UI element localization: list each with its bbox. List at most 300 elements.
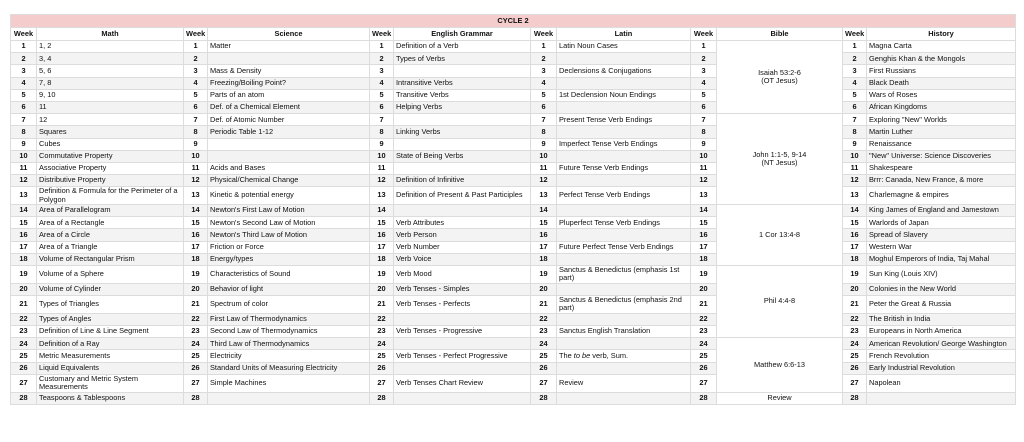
latin-topic-part: verb, Sum.: [590, 350, 629, 360]
bible-reference: Phil 4:4-8: [763, 296, 796, 306]
history-week: 6: [843, 101, 867, 113]
latin-week: 3: [531, 65, 557, 77]
history-topic: Martin Luther: [867, 126, 1016, 138]
latin-topic: Pluperfect Tense Verb Endings: [557, 217, 691, 229]
bible-week: 27: [691, 374, 717, 392]
history-week: 26: [843, 362, 867, 374]
math-week: 9: [11, 138, 37, 150]
math-week: 16: [11, 229, 37, 241]
latin-week: 17: [531, 241, 557, 253]
science-week: 15: [184, 217, 208, 229]
math-week: 23: [11, 326, 37, 338]
latin-week: 5: [531, 89, 557, 101]
latin-topic: Future Perfect Tense Verb Endings: [557, 241, 691, 253]
table-row: [11, 283, 1016, 295]
latin-topic: Declensions & Conjugations: [557, 65, 691, 77]
latin-topic-part: The: [559, 350, 574, 360]
bible-week: 10: [691, 150, 717, 162]
schedule-body: [11, 41, 1016, 405]
history-topic: Black Death: [867, 77, 1016, 89]
science-topic: Def. of a Chemical Element: [208, 101, 370, 113]
bible-week: 12: [691, 175, 717, 187]
table-row: [11, 65, 1016, 77]
science-topic: Parts of an atom: [208, 89, 370, 101]
grammar-week: 11: [370, 162, 394, 174]
latin-topic: Future Tense Verb Endings: [557, 162, 691, 174]
math-topic: Definition of a Ray: [37, 338, 184, 350]
latin-topic: [557, 53, 691, 65]
history-week: 10: [843, 150, 867, 162]
math-topic: Associative Property: [37, 162, 184, 174]
history-week: 5: [843, 89, 867, 101]
history-week: 9: [843, 138, 867, 150]
history-topic: Sun King (Louis XIV): [867, 266, 1016, 284]
grammar-topic: [394, 114, 531, 126]
science-week: 23: [184, 326, 208, 338]
history-week: 4: [843, 77, 867, 89]
science-topic: Periodic Table 1-12: [208, 126, 370, 138]
science-topic: [208, 138, 370, 150]
latin-topic: [557, 392, 691, 404]
header-history: History: [867, 28, 1016, 41]
table-row: [11, 53, 1016, 65]
bible-reference: 1 Cor 13:4-8: [758, 229, 801, 239]
bible-week: 20: [691, 283, 717, 295]
math-topic: Distributive Property: [37, 175, 184, 187]
latin-week: 8: [531, 126, 557, 138]
math-topic: Volume of a Sphere: [37, 266, 184, 284]
history-week: 7: [843, 114, 867, 126]
table-row: [11, 350, 1016, 362]
science-topic: Standard Units of Measuring Electricity: [208, 362, 370, 374]
math-topic: Customary and Metric System Measurements: [37, 374, 184, 392]
table-row: [11, 266, 1016, 284]
grammar-topic: Verb Attributes: [394, 217, 531, 229]
history-topic: Western War: [867, 241, 1016, 253]
table-row: [11, 101, 1016, 113]
latin-week: 26: [531, 362, 557, 374]
history-week: 25: [843, 350, 867, 362]
history-topic: The British in India: [867, 313, 1016, 325]
header-week: Week: [691, 28, 717, 41]
bible-passage: [717, 266, 843, 338]
latin-topic: [557, 313, 691, 325]
latin-week: 13: [531, 187, 557, 205]
history-week: 3: [843, 65, 867, 77]
math-topic: Area of a Triangle: [37, 241, 184, 253]
science-topic: Behavior of light: [208, 283, 370, 295]
history-topic: Exploring "New" Worlds: [867, 114, 1016, 126]
history-topic: Peter the Great & Russia: [867, 296, 1016, 314]
latin-week: 9: [531, 138, 557, 150]
science-week: 5: [184, 89, 208, 101]
science-week: 17: [184, 241, 208, 253]
latin-topic: Review: [557, 374, 691, 392]
grammar-week: 14: [370, 205, 394, 217]
latin-topic: [557, 338, 691, 350]
latin-topic: Sanctus & Benedictus (emphasis 1st part): [557, 266, 691, 284]
latin-topic: [557, 205, 691, 217]
latin-topic: Latin Noun Cases: [557, 41, 691, 53]
table-row: [11, 89, 1016, 101]
history-topic: Magna Carta: [867, 41, 1016, 53]
bible-reference: Review: [767, 392, 792, 402]
grammar-topic: Intransitive Verbs: [394, 77, 531, 89]
math-week: 28: [11, 392, 37, 404]
header-week: Week: [11, 28, 37, 41]
grammar-week: 20: [370, 283, 394, 295]
science-topic: Energy/types: [208, 253, 370, 265]
bible-week: 6: [691, 101, 717, 113]
history-topic: Europeans in North America: [867, 326, 1016, 338]
latin-week: 22: [531, 313, 557, 325]
math-week: 3: [11, 65, 37, 77]
grammar-week: 2: [370, 53, 394, 65]
latin-week: 18: [531, 253, 557, 265]
grammar-week: 22: [370, 313, 394, 325]
table-row: [11, 326, 1016, 338]
bible-week: 25: [691, 350, 717, 362]
grammar-topic: [394, 162, 531, 174]
math-week: 7: [11, 114, 37, 126]
history-week: 24: [843, 338, 867, 350]
math-topic: 7, 8: [37, 77, 184, 89]
science-topic: [208, 53, 370, 65]
grammar-week: 26: [370, 362, 394, 374]
history-topic: Colonies in the New World: [867, 283, 1016, 295]
math-topic: Teaspoons & Tablespoons: [37, 392, 184, 404]
history-week: 27: [843, 374, 867, 392]
latin-week: 12: [531, 175, 557, 187]
science-week: 24: [184, 338, 208, 350]
math-topic: Squares: [37, 126, 184, 138]
bible-week: 26: [691, 362, 717, 374]
history-topic: Charlemagne & empires: [867, 187, 1016, 205]
grammar-week: 16: [370, 229, 394, 241]
science-week: 27: [184, 374, 208, 392]
bible-week: 21: [691, 296, 717, 314]
science-week: 25: [184, 350, 208, 362]
science-topic: Mass & Density: [208, 65, 370, 77]
history-topic: Shakespeare: [867, 162, 1016, 174]
history-topic: French Revolution: [867, 350, 1016, 362]
history-topic: African Kingdoms: [867, 101, 1016, 113]
science-week: 19: [184, 266, 208, 284]
latin-week: 27: [531, 374, 557, 392]
science-topic: Electricity: [208, 350, 370, 362]
science-topic: Characteristics of Sound: [208, 266, 370, 284]
math-week: 24: [11, 338, 37, 350]
grammar-topic: Verb Number: [394, 241, 531, 253]
math-topic: Definition of Line & Line Segment: [37, 326, 184, 338]
math-week: 11: [11, 162, 37, 174]
math-topic: Liquid Equivalents: [37, 362, 184, 374]
grammar-topic: [394, 205, 531, 217]
grammar-week: 10: [370, 150, 394, 162]
table-row: [11, 205, 1016, 217]
history-week: 11: [843, 162, 867, 174]
grammar-topic: Verb Person: [394, 229, 531, 241]
latin-topic: [557, 77, 691, 89]
science-week: 28: [184, 392, 208, 404]
latin-topic: [557, 150, 691, 162]
science-week: 22: [184, 313, 208, 325]
science-week: 6: [184, 101, 208, 113]
math-week: 13: [11, 187, 37, 205]
grammar-topic: Transitive Verbs: [394, 89, 531, 101]
grammar-week: 5: [370, 89, 394, 101]
bible-week: 18: [691, 253, 717, 265]
history-week: 20: [843, 283, 867, 295]
math-week: 5: [11, 89, 37, 101]
history-topic: Warlords of Japan: [867, 217, 1016, 229]
bible-week: 15: [691, 217, 717, 229]
science-week: 20: [184, 283, 208, 295]
table-row: [11, 126, 1016, 138]
table-row: [11, 296, 1016, 314]
bible-week: 5: [691, 89, 717, 101]
grammar-week: 3: [370, 65, 394, 77]
grammar-week: 15: [370, 217, 394, 229]
science-week: 26: [184, 362, 208, 374]
science-week: 11: [184, 162, 208, 174]
bible-week: 3: [691, 65, 717, 77]
math-week: 6: [11, 101, 37, 113]
bible-week: 9: [691, 138, 717, 150]
grammar-topic: Types of Verbs: [394, 53, 531, 65]
table-row: [11, 253, 1016, 265]
bible-week: 19: [691, 266, 717, 284]
latin-week: 10: [531, 150, 557, 162]
grammar-week: 23: [370, 326, 394, 338]
latin-week: 11: [531, 162, 557, 174]
math-topic: Volume of Rectangular Prism: [37, 253, 184, 265]
math-topic: Metric Measurements: [37, 350, 184, 362]
bible-week: 22: [691, 313, 717, 325]
science-week: 9: [184, 138, 208, 150]
science-week: 21: [184, 296, 208, 314]
grammar-week: 19: [370, 266, 394, 284]
latin-topic: [557, 283, 691, 295]
science-topic: Newton's Second Law of Motion: [208, 217, 370, 229]
grammar-topic: State of Being Verbs: [394, 150, 531, 162]
bible-passage: [717, 41, 843, 114]
cycle-title: CYCLE 2: [11, 15, 1016, 28]
history-week: 15: [843, 217, 867, 229]
history-week: 16: [843, 229, 867, 241]
history-week: 28: [843, 392, 867, 404]
math-week: 10: [11, 150, 37, 162]
math-topic: Types of Triangles: [37, 296, 184, 314]
bible-note: (OT Jesus): [761, 76, 798, 86]
math-topic: Cubes: [37, 138, 184, 150]
latin-week: 24: [531, 338, 557, 350]
history-week: 21: [843, 296, 867, 314]
science-week: 7: [184, 114, 208, 126]
cycle-2-schedule-table: [10, 14, 1016, 405]
bible-week: 11: [691, 162, 717, 174]
table-row: [11, 41, 1016, 53]
latin-week: 19: [531, 266, 557, 284]
table-row: [11, 187, 1016, 205]
grammar-topic: Verb Tenses - Progressive: [394, 326, 531, 338]
latin-topic: [557, 175, 691, 187]
science-topic: Freezing/Boiling Point?: [208, 77, 370, 89]
header-science: Science: [208, 28, 370, 41]
latin-week: 6: [531, 101, 557, 113]
history-week: 12: [843, 175, 867, 187]
grammar-week: 24: [370, 338, 394, 350]
latin-topic: Imperfect Tense Verb Endings: [557, 138, 691, 150]
grammar-topic: Verb Voice: [394, 253, 531, 265]
history-topic: Early Industrial Revolution: [867, 362, 1016, 374]
table-row: [11, 229, 1016, 241]
table-row: [11, 138, 1016, 150]
history-topic: Renaissance: [867, 138, 1016, 150]
table-row: [11, 392, 1016, 404]
latin-topic: Present Tense Verb Endings: [557, 114, 691, 126]
table-row: [11, 338, 1016, 350]
math-topic: 5, 6: [37, 65, 184, 77]
math-topic: Types of Angles: [37, 313, 184, 325]
table-row: [11, 77, 1016, 89]
science-week: 14: [184, 205, 208, 217]
science-topic: Friction or Force: [208, 241, 370, 253]
history-topic: Moghul Emperors of India, Taj Mahal: [867, 253, 1016, 265]
grammar-week: 17: [370, 241, 394, 253]
table-row: [11, 150, 1016, 162]
math-week: 15: [11, 217, 37, 229]
math-topic: 9, 10: [37, 89, 184, 101]
header-week: Week: [184, 28, 208, 41]
math-week: 12: [11, 175, 37, 187]
table-row: [11, 362, 1016, 374]
grammar-topic: Verb Mood: [394, 266, 531, 284]
science-topic: Newton's Third Law of Motion: [208, 229, 370, 241]
history-topic: American Revolution/ George Washington: [867, 338, 1016, 350]
math-week: 26: [11, 362, 37, 374]
grammar-topic: Linking Verbs: [394, 126, 531, 138]
math-week: 14: [11, 205, 37, 217]
grammar-week: 4: [370, 77, 394, 89]
science-week: 12: [184, 175, 208, 187]
latin-topic: [557, 126, 691, 138]
table-row: [11, 175, 1016, 187]
grammar-week: 28: [370, 392, 394, 404]
bible-week: 24: [691, 338, 717, 350]
science-week: 10: [184, 150, 208, 162]
latin-topic: Perfect Tense Verb Endings: [557, 187, 691, 205]
science-week: 8: [184, 126, 208, 138]
science-topic: Def. of Atomic Number: [208, 114, 370, 126]
grammar-week: 8: [370, 126, 394, 138]
latin-topic: [557, 350, 691, 362]
bible-note: (NT Jesus): [761, 158, 798, 168]
math-week: 4: [11, 77, 37, 89]
math-week: 27: [11, 374, 37, 392]
bible-week: 7: [691, 114, 717, 126]
science-topic: Newton's First Law of Motion: [208, 205, 370, 217]
history-topic: King James of England and Jamestown: [867, 205, 1016, 217]
bible-week: 14: [691, 205, 717, 217]
bible-week: 13: [691, 187, 717, 205]
grammar-week: 1: [370, 41, 394, 53]
grammar-topic: Verb Tenses - Perfect Progressive: [394, 350, 531, 362]
math-week: 25: [11, 350, 37, 362]
latin-week: 21: [531, 296, 557, 314]
bible-week: 1: [691, 41, 717, 53]
grammar-topic: Verb Tenses - Simples: [394, 283, 531, 295]
latin-week: 23: [531, 326, 557, 338]
history-topic: Spread of Slavery: [867, 229, 1016, 241]
science-week: 2: [184, 53, 208, 65]
math-topic: 3, 4: [37, 53, 184, 65]
table-row: [11, 241, 1016, 253]
latin-topic: [557, 229, 691, 241]
history-week: 13: [843, 187, 867, 205]
grammar-topic: Verb Tenses - Perfects: [394, 296, 531, 314]
history-week: 8: [843, 126, 867, 138]
latin-week: 15: [531, 217, 557, 229]
history-topic: Wars of Roses: [867, 89, 1016, 101]
grammar-week: 27: [370, 374, 394, 392]
science-week: 13: [184, 187, 208, 205]
latin-topic-italic: to be: [573, 350, 591, 360]
science-topic: Matter: [208, 41, 370, 53]
grammar-week: 12: [370, 175, 394, 187]
grammar-topic: Verb Tenses Chart Review: [394, 374, 531, 392]
grammar-topic: [394, 338, 531, 350]
science-topic: Kinetic & potential energy: [208, 187, 370, 205]
grammar-week: 9: [370, 138, 394, 150]
bible-week: 4: [691, 77, 717, 89]
grammar-topic: [394, 138, 531, 150]
science-week: 1: [184, 41, 208, 53]
science-topic: Physical/Chemical Change: [208, 175, 370, 187]
math-week: 8: [11, 126, 37, 138]
latin-week: 28: [531, 392, 557, 404]
latin-topic: Sanctus & Benedictus (emphasis 2nd part): [557, 296, 691, 314]
cycle-header-row: [11, 15, 1016, 28]
history-topic: First Russians: [867, 65, 1016, 77]
math-week: 22: [11, 313, 37, 325]
bible-reference: Matthew 6:6-13: [754, 359, 805, 369]
grammar-week: 6: [370, 101, 394, 113]
latin-week: 4: [531, 77, 557, 89]
grammar-topic: [394, 392, 531, 404]
header-week: Week: [370, 28, 394, 41]
bible-passage: [717, 392, 843, 404]
math-topic: Commutative Property: [37, 150, 184, 162]
history-week: 18: [843, 253, 867, 265]
math-week: 2: [11, 53, 37, 65]
science-topic: Second Law of Thermodynamics: [208, 326, 370, 338]
table-row: [11, 217, 1016, 229]
science-week: 4: [184, 77, 208, 89]
grammar-topic: Definition of Present & Past Participles: [394, 187, 531, 205]
grammar-topic: Definition of a Verb: [394, 41, 531, 53]
science-week: 3: [184, 65, 208, 77]
bible-week: 17: [691, 241, 717, 253]
latin-week: 2: [531, 53, 557, 65]
header-bible: Bible: [717, 28, 843, 41]
math-topic: 1, 2: [37, 41, 184, 53]
science-topic: Simple Machines: [208, 374, 370, 392]
history-week: 23: [843, 326, 867, 338]
grammar-week: 25: [370, 350, 394, 362]
bible-week: 2: [691, 53, 717, 65]
bible-reference: Isaiah 53:2-6: [758, 67, 801, 77]
